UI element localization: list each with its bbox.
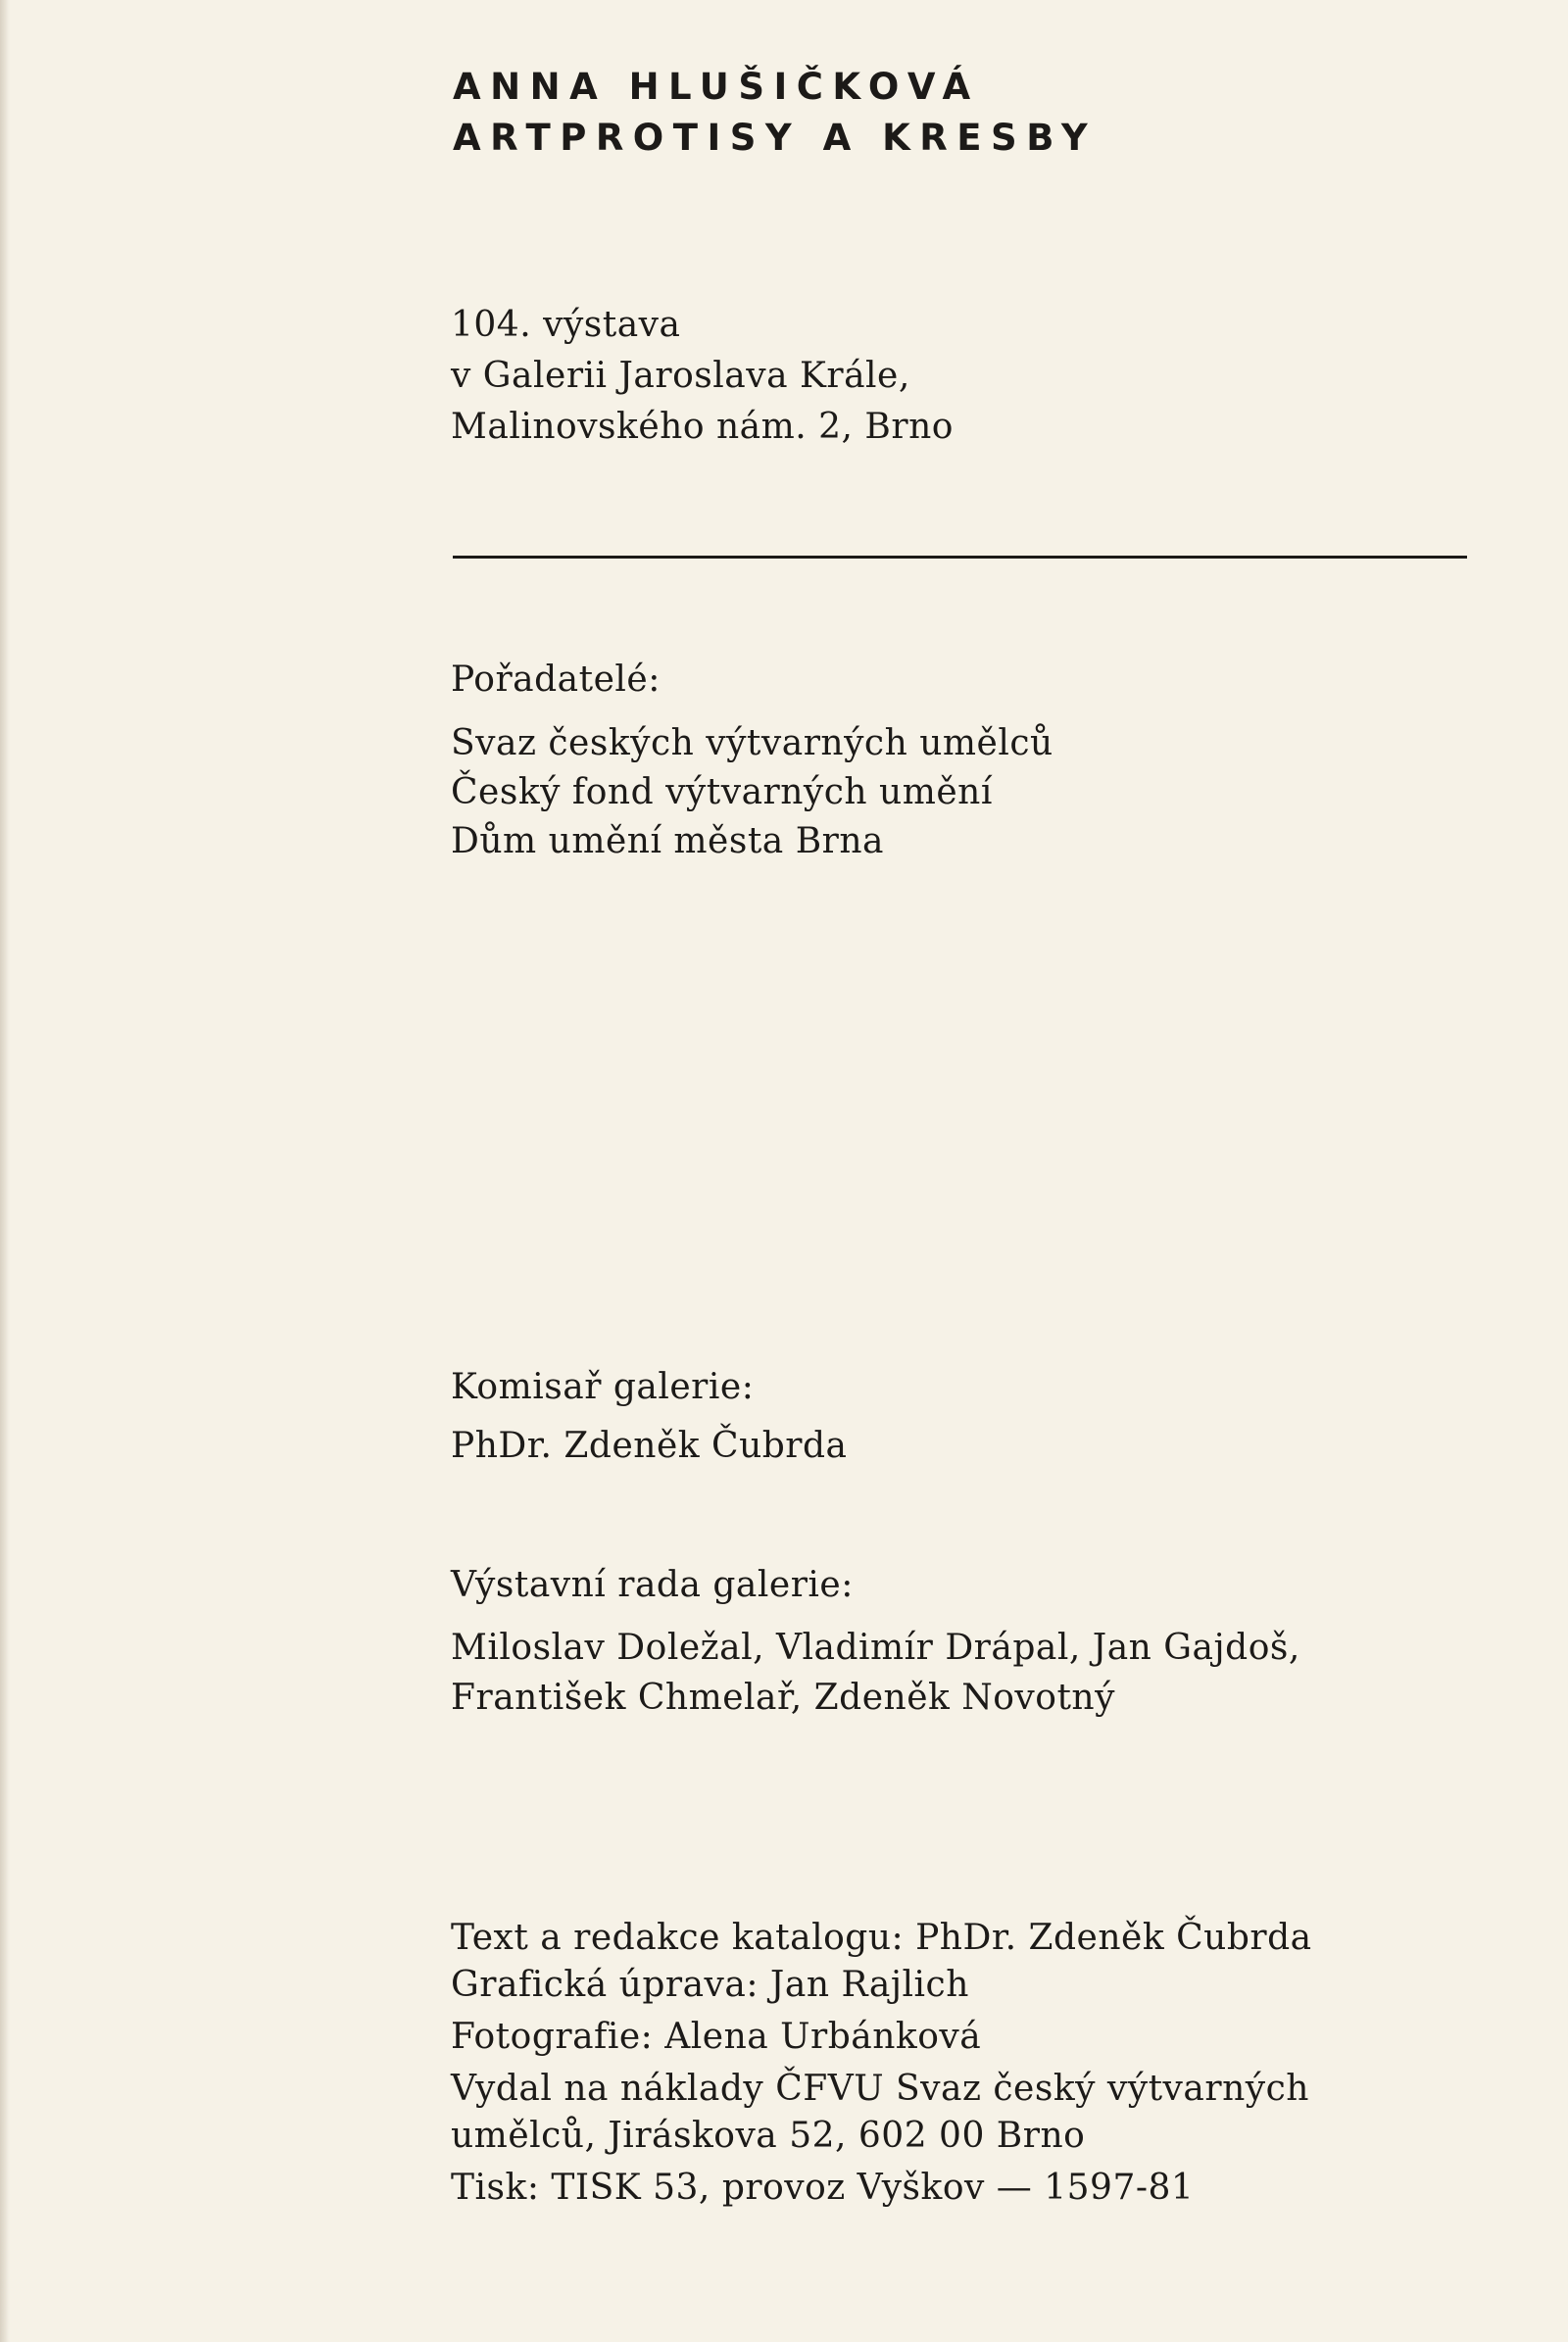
venue-info [451, 300, 954, 453]
organizer-item: Dům umění města Brna [451, 821, 884, 861]
exhibition-council-section [451, 1560, 1300, 1723]
commissioner-section [451, 1362, 848, 1472]
commissioner-name: PhDr. Zdeněk Čubrda [451, 1426, 848, 1466]
catalog-title-artist: ANNA HLUŠIČKOVÁ [453, 66, 980, 108]
organizers-label: Pořadatelé: [451, 659, 661, 700]
credit-publisher-line1: Vydal na náklady ČFVU Svaz český výtvarných [451, 2069, 1309, 2109]
page-edge-shadow [0, 0, 10, 2342]
organizer-item: Český fond výtvarných umění [451, 772, 993, 812]
organizers-section [451, 655, 1054, 866]
council-members-line2: František Chmelař, Zdeněk Novotný [451, 1678, 1115, 1718]
credit-graphic-design: Grafická úprava: Jan Rajlich [451, 1965, 969, 2005]
exhibition-number: 104. výstava [451, 305, 681, 345]
credit-publisher-line2: umělců, Jiráskova 52, 602 00 Brno [451, 2116, 1086, 2156]
council-members-line1: Miloslav Doležal, Vladimír Drápal, Jan Gajdoš, [451, 1628, 1300, 1668]
organizer-item: Svaz českých výtvarných umělců [451, 723, 1054, 763]
gallery-address: Malinovského nám. 2, Brno [451, 407, 954, 447]
commissioner-label: Komisař galerie: [451, 1367, 755, 1407]
gallery-name: v Galerii Jaroslava Krále, [451, 356, 910, 396]
catalog-title-works: ARTPROTISY A KRESBY [453, 117, 1098, 159]
credit-photography: Fotografie: Alena Urbánková [451, 2017, 982, 2057]
credit-print: Tisk: TISK 53, provoz Vyškov — 1597-81 [451, 2168, 1195, 2208]
credits-section [451, 1915, 1312, 2217]
credit-text-editor: Text a redakce katalogu: PhDr. Zdeněk Čubrda [451, 1918, 1312, 1958]
divider-rule [453, 556, 1467, 559]
council-label: Výstavní rada galerie: [451, 1565, 854, 1605]
